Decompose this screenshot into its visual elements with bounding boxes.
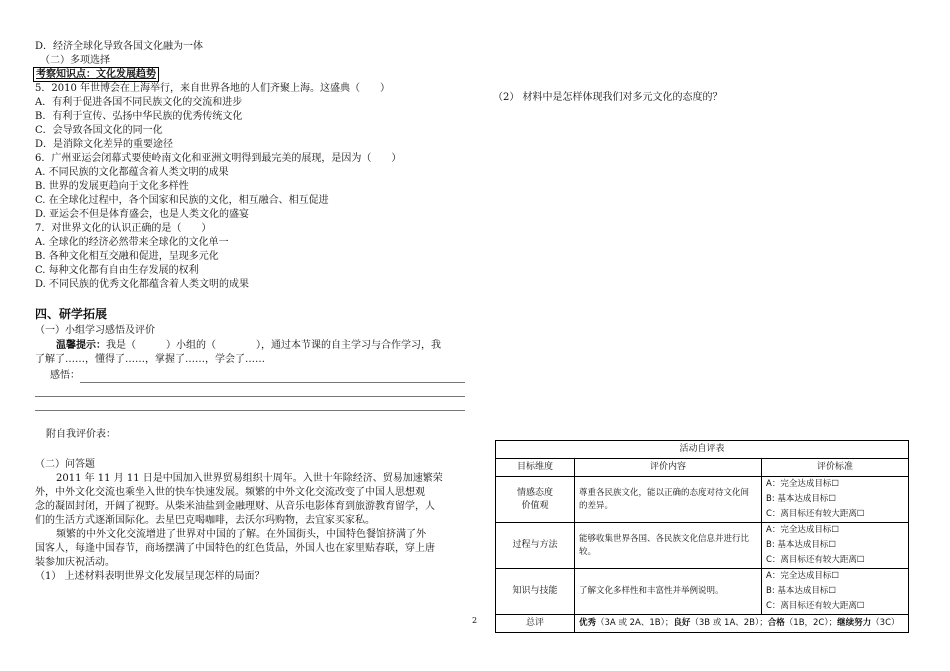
q6-option-c: C. 在全球化过程中，各个国家和民族的文化，相互融合、相互促进 (35, 195, 329, 206)
grade-excellent: 优秀 (579, 618, 597, 628)
table-header-row (496, 459, 909, 477)
dimension-line: 价值观 (521, 500, 549, 511)
q6-option-d: D. 亚运会不但是体育盛会，也是人类文化的盛宴 (35, 209, 250, 220)
q7-option-d: D. 不同民族的优秀文化都蕴含着人类文明的成果 (35, 279, 250, 290)
section4-title: 四、研学拓展 (35, 307, 108, 321)
table-summary-row (496, 615, 909, 633)
criteria-a[interactable]: A：完全达成目标☐ (766, 525, 839, 535)
q5-stem: 5．2010 年世博会在上海举行，来自世界各地的人们齐聚上海。这盛典（ ） (35, 83, 390, 94)
table-title-row (496, 441, 909, 459)
q6-stem: 6．广州亚运会闭幕式要使岭南文化和亚洲文明得到最完美的展现，是因为（ ） (35, 153, 402, 164)
grade-effort-note: （3C） (871, 618, 900, 628)
para1-line: 们的生活方式逐渐国际化。去星巴克喝咖啡，去沃尔玛购物，去宜家买家私。 (35, 515, 375, 526)
criteria-b[interactable]: B: 基本达成目标☐ (766, 540, 837, 550)
tip-text: 我是（ ）小组的（ ），通过本节课的自主学习与合作学习，我 (106, 340, 441, 351)
tip-text-2: 了解了……，懂得了……，掌握了……，学会了…… (35, 354, 265, 365)
criteria-c[interactable]: C：离目标还有较大距离☐ (766, 509, 865, 519)
table-row (496, 477, 909, 523)
q7-option-c: C. 每种文化都有自由生存发展的权利 (35, 265, 199, 276)
multi-select-heading: （二）多项选择 (40, 55, 110, 66)
criteria-a[interactable]: A：完全达成目标☐ (766, 479, 839, 489)
criteria-c[interactable]: C：离目标还有较大距离☐ (766, 555, 865, 565)
q5-option-d: D．是消除文化差异的重要途径 (35, 139, 174, 150)
row-criteria (762, 523, 909, 569)
row-content: 了解文化多样性和丰富性并举例说明。 (575, 569, 762, 615)
q6-option-b: B. 世界的发展更趋向于文化多样性 (35, 181, 189, 192)
table-row (496, 523, 909, 569)
grade-pass: 合格 (767, 618, 785, 628)
subsection-2: （二）问答题 (35, 459, 95, 470)
page-number: 2 (472, 616, 478, 625)
criteria-c[interactable]: C：离目标还有较大距离☐ (766, 601, 865, 611)
topic-heading: 考察知识点：文化发展趋势 (33, 67, 159, 82)
grade-good-note: （3B 或 1A、2B） (690, 618, 760, 628)
feeling-label: 感悟： (50, 370, 80, 381)
para2-line: 装参加庆祝活动。 (35, 557, 115, 568)
answer-line (80, 382, 465, 383)
q7-option-b: B. 各种文化相互交融和促进，呈现多元化 (35, 251, 219, 262)
grade-good: 良好 (673, 618, 691, 628)
q5-option-a: A．有利于促进各国不同民族文化的交流和进步 (35, 97, 243, 108)
q5-option-c: C．会导致各国文化的同一化 (35, 125, 163, 136)
dimension-line: 情感态度 (516, 487, 553, 498)
row-dimension: 知识与技能 (496, 569, 575, 615)
answer-line (35, 396, 465, 397)
header-criteria: 评价标准 (762, 459, 909, 477)
row-content: 尊重各民族文化，能以正确的态度对待文化间的差异。 (575, 477, 762, 523)
row-dimension: 过程与方法 (496, 523, 575, 569)
answer-line (35, 410, 465, 411)
self-eval-table (495, 440, 909, 633)
table-row (496, 569, 909, 615)
summary-content: 优秀（3A 或 2A、1B）；良好（3B 或 1A、2B）；合格（1B，2C）；继续努力（3C） (575, 615, 909, 633)
para2-line: 频繁的中外文化交流增进了世界对中国的了解。在外国街头，中国特色餐馆挤满了外 (56, 529, 426, 540)
para1-line: 2011 年 11 月 11 日是中国加入世界贸易组织十周年。入世十年除经济、贸易加速繁荣 (56, 473, 443, 484)
row-criteria (762, 477, 909, 523)
grade-excellent-note: （3A 或 2A、1B） (596, 618, 665, 628)
row-dimension (496, 477, 575, 523)
grade-effort: 继续努力 (837, 618, 872, 628)
para1-line: 外，中外文化交流也乘坐入世的快车快速发展。频繁的中外文化交流改变了中国人思想观 (35, 487, 425, 498)
row-criteria (762, 569, 909, 615)
q7-option-a: A. 全球化的经济必然带来全球化的文化单一 (35, 237, 229, 248)
row-content: 能够收集世界各国、各民族文化信息并进行比较。 (575, 523, 762, 569)
criteria-b[interactable]: B: 基本达成目标☐ (766, 494, 837, 504)
criteria-a[interactable]: A：完全达成目标☐ (766, 571, 839, 581)
para1-line: 念的凝固封闭，开阔了视野。从柴米油盐到金融理财、从音乐电影体育到旅游教育留学，人 (35, 501, 435, 512)
header-dimension: 目标维度 (496, 459, 575, 477)
q6-option-a: A. 不同民族的文化都蕴含着人类文明的成果 (35, 167, 229, 178)
question-sub-1: （1） 上述材料表明世界文化发展呈现怎样的局面？ (35, 571, 265, 582)
q7-stem: 7．对世界文化的认识正确的是（ ） (35, 223, 212, 234)
self-eval-label: 附自我评价表： (46, 429, 116, 440)
para2-line: 国客人，每逢中国春节，商场摆满了中国特色的红色货品，外国人也在家里贴春联，穿上唐 (35, 543, 435, 554)
summary-label: 总评 (496, 615, 575, 633)
q4-option-d: D．经济全球化导致各国文化融为一体 (35, 41, 204, 52)
tip-label: 温馨提示： (56, 340, 106, 351)
subsection-1: （一）小组学习感悟及评价 (35, 325, 155, 336)
tip-line (56, 339, 441, 352)
q5-option-b: B．有利于宣传、弘扬中华民族的优秀传统文化 (35, 111, 243, 122)
criteria-b[interactable]: B: 基本达成目标☐ (766, 586, 837, 596)
grade-pass-note: （1B，2C） (784, 618, 829, 628)
header-content: 评价内容 (575, 459, 762, 477)
question-sub-2: （2） 材料中是怎样体现我们对多元文化的态度的？ (493, 92, 723, 103)
table-title: 活动自评表 (496, 441, 909, 459)
